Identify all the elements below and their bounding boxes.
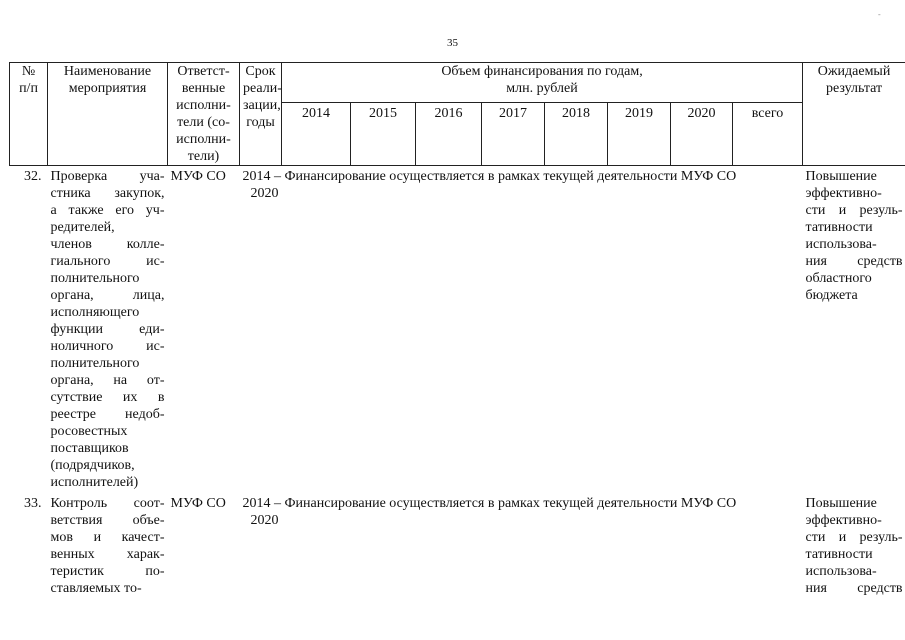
expected-result-line: тативности [805, 547, 873, 562]
header-name-line: мероприятия [68, 81, 147, 96]
measure-name-line: ноличного ис- [50, 339, 165, 354]
expected-result [803, 166, 905, 492]
expected-result-line: ния средств [805, 254, 903, 269]
measure-name-line: сутствие их в [50, 390, 165, 405]
row-number: 33. [24, 496, 42, 511]
expected-result-line: сти и резуль- [805, 530, 903, 545]
measure-name-line: полнительного [50, 356, 140, 371]
term-line: 2014 – [242, 496, 281, 511]
header-year: всего [733, 103, 803, 166]
header-number-line: п/п [19, 81, 38, 96]
funding-note: Финансирование осуществляется в рамках текущей деятельности МУФ СО [284, 169, 737, 184]
row-number: 32. [24, 169, 42, 184]
header-name-line: Наименование [63, 64, 152, 79]
expected-result-line: использова- [805, 237, 877, 252]
expected-result-line: бюджета [805, 288, 858, 303]
term-line: 2014 – [242, 169, 281, 184]
header-year: 2017 [482, 103, 545, 166]
expected-result-line: тативности [805, 220, 873, 235]
measure-name-line: полнительного [50, 271, 140, 286]
header-responsible-line: исполни- [176, 132, 231, 147]
measure-name-line: органа, лица, [50, 288, 165, 303]
header-funding [282, 63, 803, 103]
header-funding-line: Объем финансирования по годам, [441, 64, 643, 79]
table-header [10, 63, 905, 166]
measure-name-line: исполняющего [50, 305, 140, 320]
responsible: МУФ СО [170, 496, 226, 511]
measure-name [48, 166, 168, 492]
measure-name-line: исполнителей) [50, 475, 139, 490]
responsible: МУФ СО [170, 169, 226, 184]
expected-result-line: областного [805, 271, 872, 286]
header-year: 2014 [282, 103, 351, 166]
measure-name-line: ветствия объе- [50, 513, 165, 528]
header-result [803, 63, 905, 166]
expected-result-line: эффективно- [805, 186, 882, 201]
expected-result-line: Повышение [805, 169, 877, 184]
header-responsible-line: тели (со- [177, 115, 230, 130]
header-name [48, 63, 168, 166]
term [240, 491, 282, 597]
header-year: 2019 [608, 103, 671, 166]
measure-name-line: (подрядчиков, [50, 458, 135, 473]
header-result-line: Ожидаемый [817, 64, 891, 79]
expected-result-line: ния средств [805, 581, 903, 596]
expected-result-line: эффективно- [805, 513, 882, 528]
measure-name-line: органа, на от- [50, 373, 165, 388]
expected-result-line: Повышение [805, 496, 877, 511]
measure-name-line: поставщиков [50, 441, 129, 456]
header-year: 2020 [671, 103, 733, 166]
header-responsible-line: венные [181, 81, 226, 96]
financing-table [9, 62, 905, 597]
header-term-line: годы [246, 115, 275, 130]
term [240, 166, 282, 492]
header-term-line: реали- [243, 81, 282, 96]
corner-mark: - [878, 10, 881, 19]
header-year: 2015 [351, 103, 416, 166]
measure-name-line: реестре недоб- [50, 407, 165, 422]
measure-name-line: мов и качест- [50, 530, 165, 545]
header-term [240, 63, 282, 166]
measure-name-line: росовестных [50, 424, 128, 439]
table-body [10, 166, 905, 598]
header-result-line: результат [825, 81, 883, 96]
term-line: 2020 [250, 186, 279, 201]
funding-note: Финансирование осуществляется в рамках текущей деятельности МУФ СО [284, 496, 737, 511]
header-responsible-line: исполни- [176, 98, 231, 113]
table-row [10, 166, 905, 492]
header-responsible-line: тели) [187, 149, 220, 164]
header-term-line: Срок [245, 64, 276, 79]
expected-result-line: сти и резуль- [805, 203, 903, 218]
header-funding-line: млн. рублей [506, 81, 578, 96]
measure-name-line: Проверка уча- [50, 169, 165, 184]
expected-result-line: использова- [805, 564, 877, 579]
term-line: 2020 [250, 513, 279, 528]
page-number: 35 [447, 37, 458, 49]
header-number-line: № [21, 64, 36, 79]
measure-name [48, 491, 168, 597]
measure-name-line: Контроль соот- [50, 496, 165, 511]
expected-result [803, 491, 905, 597]
measure-name-line: а также его уч- [50, 203, 165, 218]
measure-name-line: венных харак- [50, 547, 165, 562]
measure-name-line: редителей, [50, 220, 115, 235]
measure-name-line: ставляемых то- [50, 581, 142, 596]
header-year: 2016 [416, 103, 482, 166]
measure-name-line: гиального ис- [50, 254, 165, 269]
measure-name-line: теристик по- [50, 564, 165, 579]
header-number [10, 63, 48, 166]
measure-name-line: стника закупок, [50, 186, 165, 201]
header-responsible-line: Ответст- [177, 64, 230, 79]
header-term-line: зации, [243, 98, 281, 113]
measure-name-line: функции еди- [50, 322, 165, 337]
header-responsible [168, 63, 240, 166]
header-year: 2018 [545, 103, 608, 166]
table-row [10, 491, 905, 597]
measure-name-line: членов колле- [50, 237, 165, 252]
